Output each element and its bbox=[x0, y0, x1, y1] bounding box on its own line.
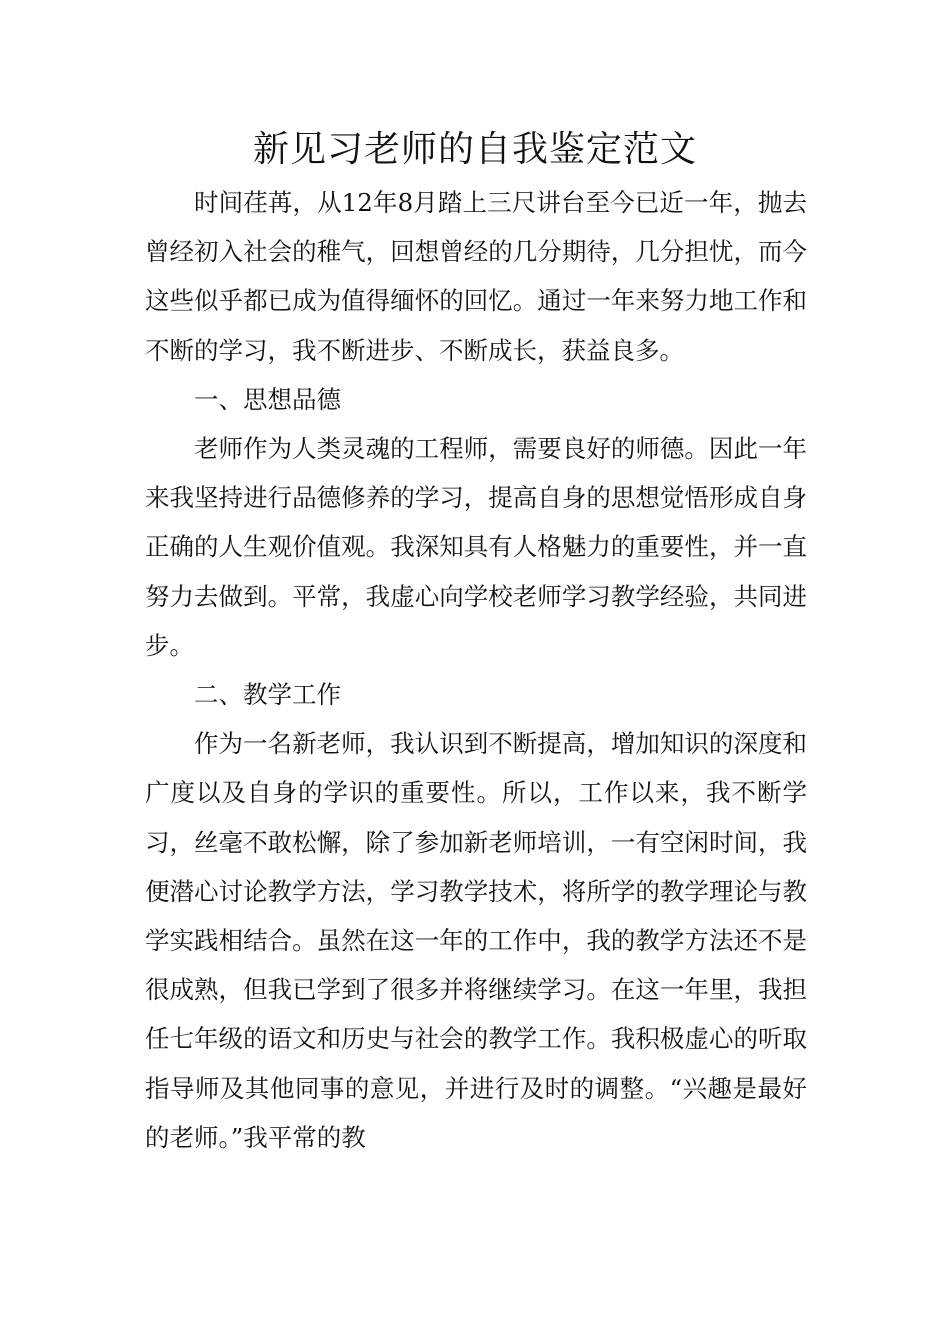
section-heading-teaching: 二、教学工作 bbox=[194, 680, 341, 710]
section-paragraph-teaching: 作为一名新老师，我认识到不断提高，增加知识的深度和广度以及自身的学识的重要性。所以，工作以来，我不断学习，丝毫不敢松懈，除了参加新老师培训，一有空闲时间，我便潜心讨论教学方法，学习教学技术，将所学的教学理论与教学实践相结合。虽然在这一年的工作中，我的教学方法还不是很成熟，但我已学到了很多并将继续学习。在这一年里，我担任七年级的语文和历史与社会的教学工作。我积极虚心的听取指导师及其他同事的意见，并进行及时的调整。“兴趣是最好的老师。”我平常的教 bbox=[145, 729, 807, 1152]
document-body bbox=[145, 178, 807, 1162]
section-heading-morality: 一、思想品德 bbox=[194, 384, 341, 414]
section-paragraph-morality: 老师作为人类灵魂的工程师，需要良好的师德。因此一年来我坚持进行品德修养的学习，提高自身的思想觉悟形成自身正确的人生观价值观。我深知具有人格魅力的重要性，并一直努力去做到。平常，我虚心向学校老师学习教学经验，共同进步。 bbox=[145, 434, 807, 660]
intro-paragraph: 时间荏苒，从12年8月踏上三尺讲台至今已近一年，抛去曾经初入社会的稚气，回想曾经的几分期待，几分担忧，而今这些似乎都已成为值得缅怀的回忆。通过一年来努力地工作和不断的学习，我不断进步、不断成长，获益良多。 bbox=[145, 188, 807, 365]
document-title: 新见习老师的自我鉴定范文 bbox=[252, 129, 697, 170]
